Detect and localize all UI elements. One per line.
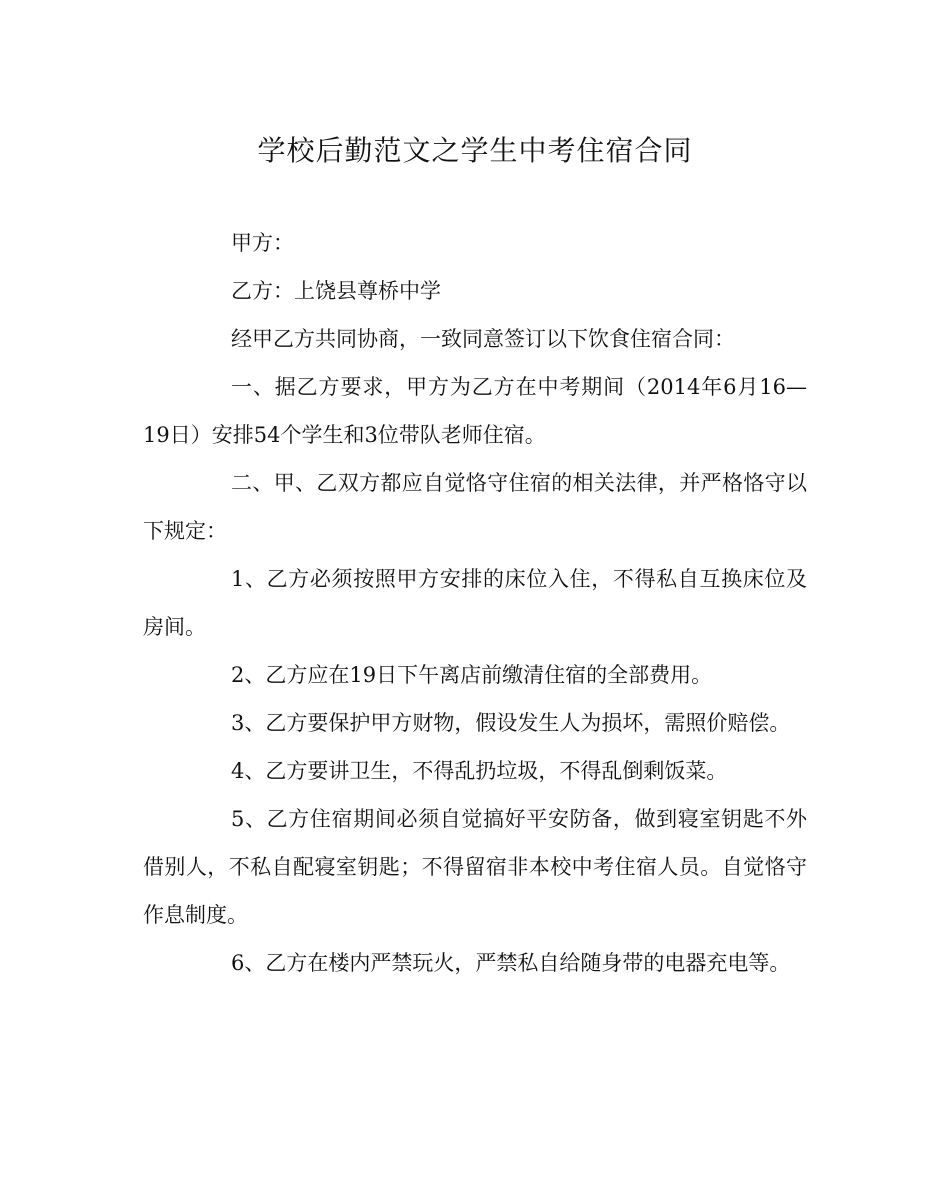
rule-1: 1、乙方必须按照甲方安排的床位入住，不得私自互换床位及房间。: [143, 567, 807, 639]
rule-6: 6、乙方在楼内严禁玩火，严禁私自给随身带的电器充电等。: [231, 951, 791, 975]
document-body: [143, 219, 807, 987]
rule-4: 4、乙方要讲卫生，不得乱扔垃圾，不得乱倒剩饭菜。: [231, 759, 728, 783]
agreement-intro: 经甲乙方共同协商，一致同意签订以下饮食住宿合同：: [231, 327, 735, 351]
rule-2: 2、乙方应在19日下午离店前缴清住宿的全部费用。: [231, 663, 713, 687]
clause-two: 二、甲、乙双方都应自觉恪守住宿的相关法律，并严格恪守以下规定：: [143, 471, 807, 543]
rule-5: 5、乙方住宿期间必须自觉搞好平安防备，做到寝室钥匙不外借别人，不私自配寝室钥匙；不得留宿非本校中考住宿人员。自觉恪守作息制度。: [143, 807, 807, 927]
rule-3: 3、乙方要保护甲方财物，假设发生人为损坏，需照价赔偿。: [231, 711, 791, 735]
party-a-line: 甲方：: [231, 231, 294, 255]
clause-one: 一、据乙方要求，甲方为乙方在中考期间（2014年6月16—19日）安排54个学生和3位带队老师住宿。: [143, 375, 807, 447]
document-title: 学校后勤范文之学生中考住宿合同: [257, 134, 693, 167]
party-b-line: 乙方：上饶县尊桥中学: [231, 279, 441, 303]
